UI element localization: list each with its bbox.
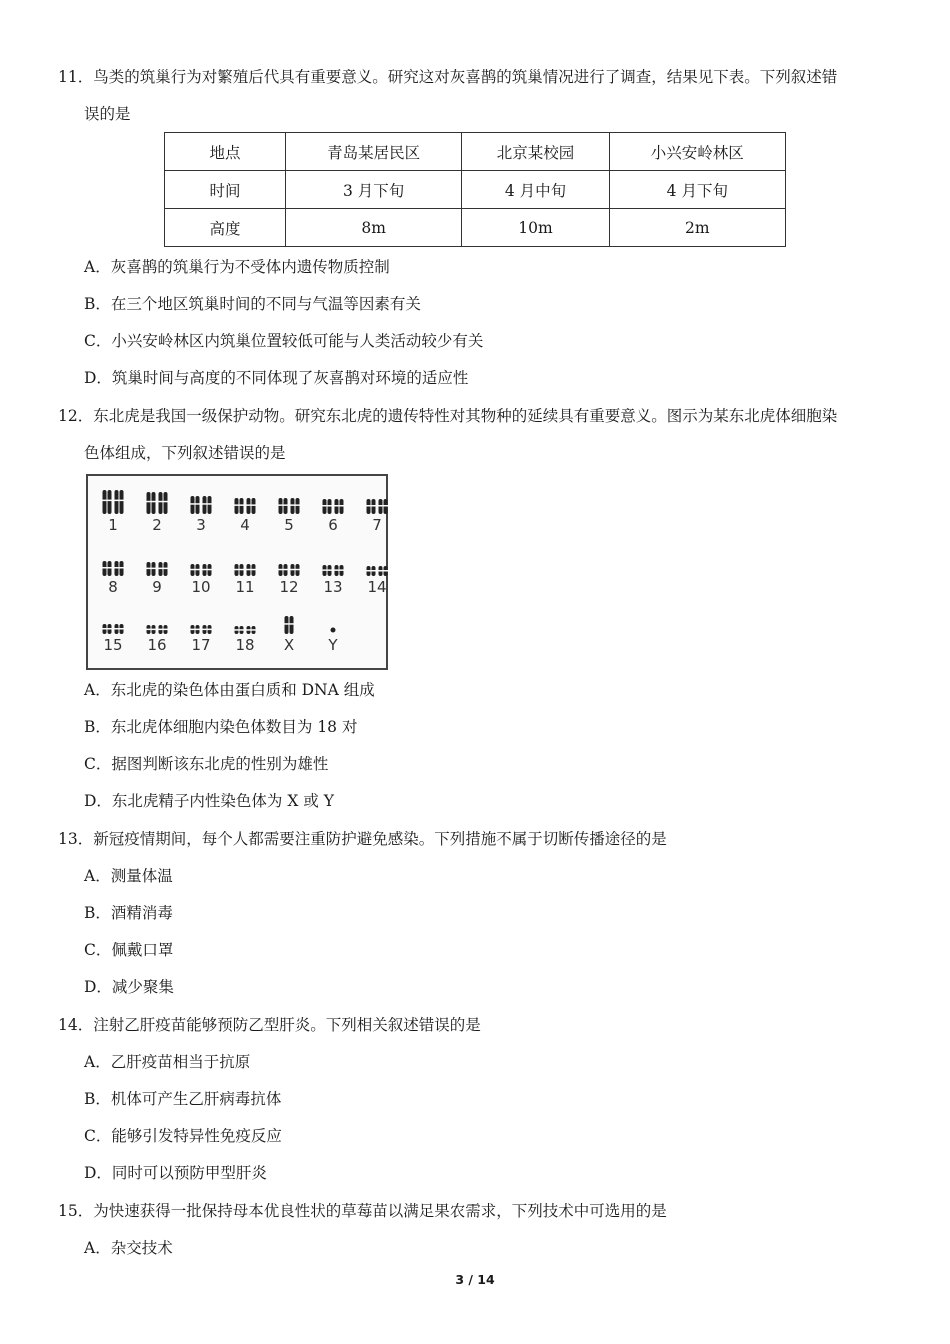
chromosome-15 [96,608,130,658]
table-cell: 青岛某居民区 [286,133,462,171]
chromosome-12 [272,550,306,600]
chromosome-11 [228,550,262,600]
chromosome-label: 15 [103,636,123,654]
q11-survey-table [164,132,786,247]
q12-option-a: A．东北虎的染色体由蛋白质和 DNA 组成 [84,681,375,699]
chromosome-8 [96,550,130,600]
chromosome-label: 7 [372,516,382,534]
chromosome-label: 3 [196,516,206,534]
table-cell: 3 月下旬 [286,171,462,209]
chromosome-label: 13 [323,578,343,596]
chromosome-label: 14 [367,578,387,596]
q11-stem-line1: 11．鸟类的筑巢行为对繁殖后代具有重要意义。研究这对灰喜鹊的筑巢情况进行了调查，结果见下表。下列叙述错 [58,68,838,86]
chromosome-6 [316,488,350,538]
chromosome-9 [140,550,174,600]
chromosome-label: X [283,636,295,654]
chromosome-pair-icon [228,550,262,578]
chromosome-pair-icon [228,608,262,636]
table-cell: 10m [462,209,609,247]
table-cell: 8m [286,209,462,247]
chromosome-3 [184,488,218,538]
chromosome-label: 1 [108,516,118,534]
chromosome-14 [360,550,394,600]
q15-option-a: A．杂交技术 [84,1239,173,1257]
chromosome-label: Y [328,636,338,654]
q12-option-d: D．东北虎精子内性染色体为 X 或 Y [84,792,334,810]
q12-option-b: B．东北虎体细胞内染色体数目为 18 对 [84,718,358,736]
table-cell: 北京某校园 [462,133,609,171]
chromosome-pair-icon [360,488,394,516]
chromosome-label: 4 [240,516,250,534]
q14-option-c: C．能够引发特异性免疫反应 [84,1127,282,1145]
chromosome-label: 16 [147,636,167,654]
chromosome-pair-icon [360,550,394,578]
q12-stem-line1: 12．东北虎是我国一级保护动物。研究东北虎的遗传特性对其物种的延续具有重要意义。图示为某东北虎体细胞染 [58,407,838,425]
chromosome-4 [228,488,262,538]
chromosome-16 [140,608,174,658]
chromosome-pair-icon [228,488,262,516]
chromosome-label: 12 [279,578,299,596]
q11-option-d: D．筑巢时间与高度的不同体现了灰喜鹊对环境的适应性 [84,369,469,387]
chromosome-pair-icon [96,608,130,636]
q13-option-b: B．酒精消毒 [84,904,173,922]
chromosome-pair-icon [272,488,306,516]
q14-option-b: B．机体可产生乙肝病毒抗体 [84,1090,282,1108]
q13-option-c: C．佩戴口罩 [84,941,174,959]
q11-option-b: B．在三个地区筑巢时间的不同与气温等因素有关 [84,295,421,313]
chromosome-label: 11 [235,578,255,596]
q13-option-d: D．减少聚集 [84,978,174,996]
chromosome-pair-icon [272,608,306,636]
table-cell: 4 月下旬 [609,171,785,209]
chromosome-label: 10 [191,578,211,596]
q12-option-c: C．据图判断该东北虎的性别为雄性 [84,755,329,773]
chromosome-pair-icon [140,550,174,578]
chromosome-pair-icon [140,488,174,516]
q12-stem-line2: 色体组成，下列叙述错误的是 [84,444,286,462]
page-number: 3 / 14 [455,1272,495,1287]
table-cell: 2m [609,209,785,247]
chromosome-label: 17 [191,636,211,654]
chromosome-label: 9 [152,578,162,596]
chromosome-pair-icon [316,550,350,578]
q11-option-c: C．小兴安岭林区内筑巢位置较低可能与人类活动较少有关 [84,332,484,350]
q13-stem: 13．新冠疫情期间，每个人都需要注重防护避免感染。下列措施不属于切断传播途径的是 [58,830,667,848]
chromosome-pair-icon [316,488,350,516]
chromosome-5 [272,488,306,538]
table-cell: 时间 [165,171,286,209]
karyotype-figure [86,474,388,670]
chromosome-pair-icon [272,550,306,578]
table-cell: 4 月中旬 [462,171,609,209]
table-row [165,133,786,171]
q14-option-a: A．乙肝疫苗相当于抗原 [84,1053,251,1071]
chromosome-label: 6 [328,516,338,534]
table-row [165,171,786,209]
chromosome-pair-icon [184,488,218,516]
table-row [165,209,786,247]
chromosome-label: 5 [284,516,294,534]
chromosome-pair-icon [184,550,218,578]
q14-stem: 14．注射乙肝疫苗能够预防乙型肝炎。下列相关叙述错误的是 [58,1016,481,1034]
chromosome-2 [140,488,174,538]
q15-stem: 15．为快速获得一批保持母本优良性状的草莓苗以满足果农需求，下列技术中可选用的是 [58,1202,667,1220]
chromosome-label: 2 [152,516,162,534]
chromosome-pair-icon [96,488,130,516]
chromosome-10 [184,550,218,600]
chromosome-7 [360,488,394,538]
chromosome-17 [184,608,218,658]
chromosome-13 [316,550,350,600]
chromosome-pair-icon [316,608,350,636]
chromosome-pair-icon [96,550,130,578]
chromosome-pair-icon [184,608,218,636]
q14-option-d: D．同时可以预防甲型肝炎 [84,1164,267,1182]
chromosome-y [316,608,350,658]
chromosome-label: 8 [108,578,118,596]
q11-stem-line2: 误的是 [84,105,131,123]
table-cell: 地点 [165,133,286,171]
q11-option-a: A．灰喜鹊的筑巢行为不受体内遗传物质控制 [84,258,390,276]
chromosome-1 [96,488,130,538]
chromosome-18 [228,608,262,658]
chromosome-label: 18 [235,636,255,654]
chromosome-pair-icon [140,608,174,636]
q13-option-a: A．测量体温 [84,867,173,885]
table-cell: 高度 [165,209,286,247]
table-cell: 小兴安岭林区 [609,133,785,171]
chromosome-x [272,608,306,658]
